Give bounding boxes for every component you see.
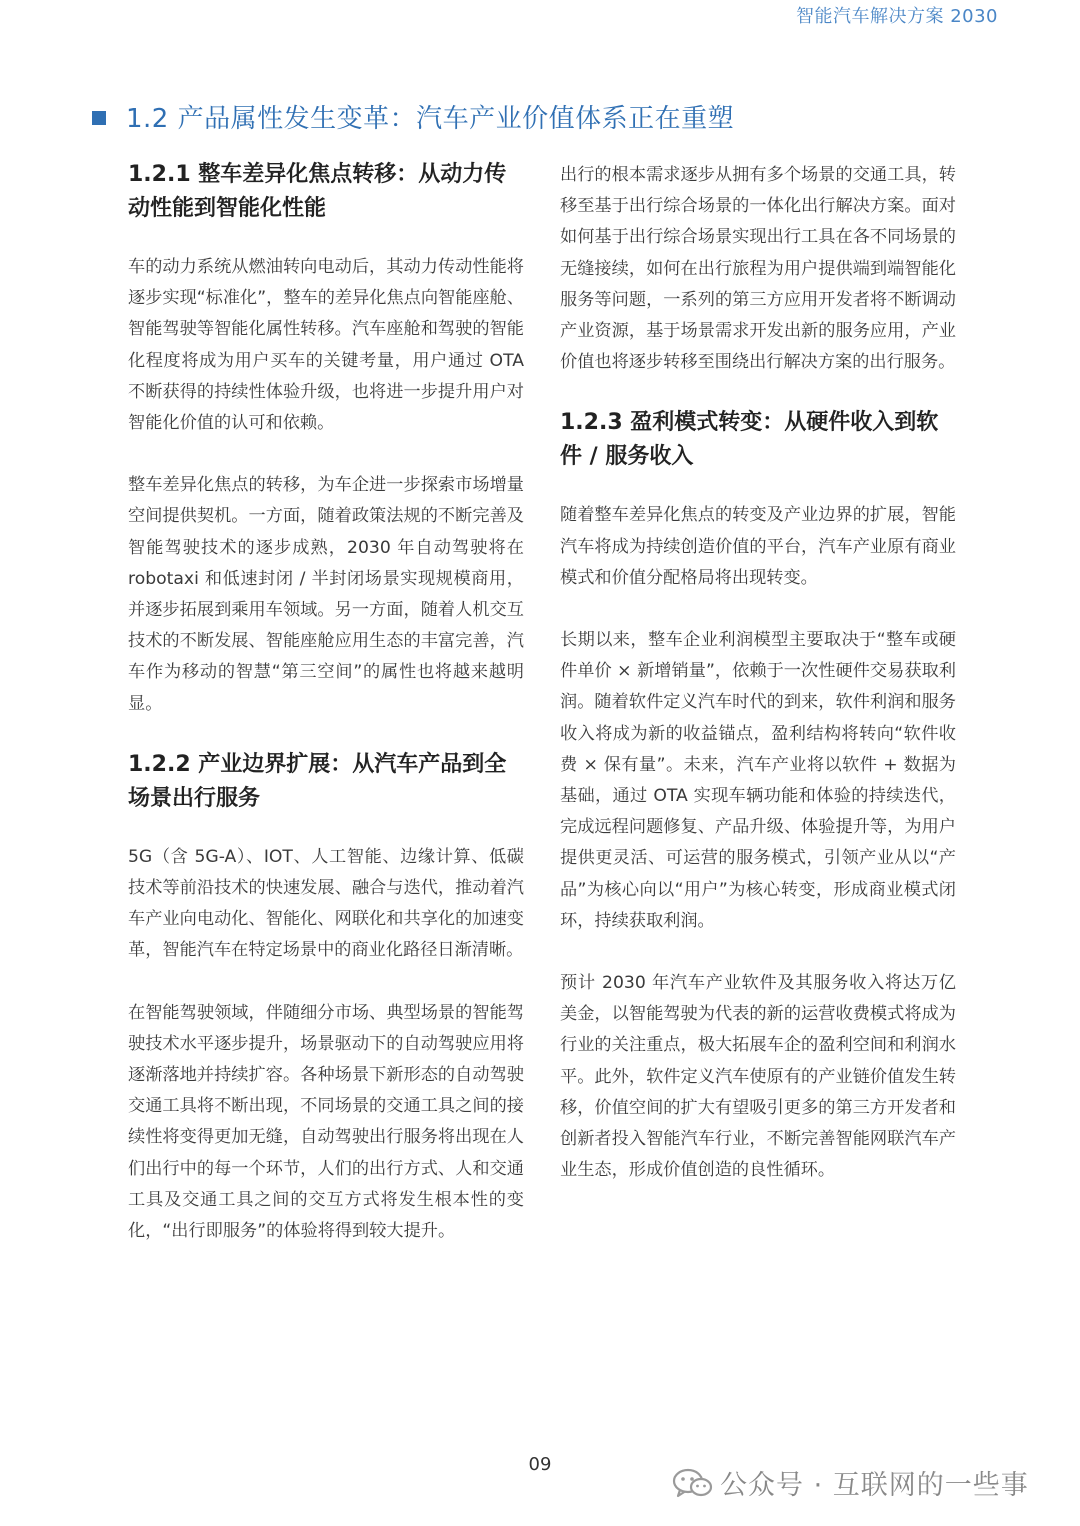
watermark <box>672 1463 1029 1502</box>
paragraph-1-2-2-b: 在智能驾驶领域，伴随细分市场、典型场景的智能驾驶技术水平逐步提升，场景驱动下的自动驾驶应用将逐渐落地并持续扩容。各种场景下新形态的自动驾驶交通工具将不断出现，不同场景的交通工具之间的接续性将变得更加无缝，自动驾驶出行服务将出现在人们出行中的每一个环节，人们的出行方式、人和交通工具及交通工具之间的交互方式将发生根本性的变化，“出行即服务”的体验将得到较大提升。 <box>128 1002 524 1242</box>
wechat-icon <box>672 1467 714 1499</box>
document-header-title: 智能汽车解决方案 2030 <box>795 6 998 27</box>
page-number: 09 <box>528 1454 552 1475</box>
subsection-heading-1-2-2: 1.2.2 产业边界扩展：从汽车产品到全场景出行服务 <box>128 751 507 811</box>
paragraph-1-2-1-b: 整车差异化焦点的转移，为车企进一步探索市场增量空间提供契机。一方面，随着政策法规的不断完善及智能驾驶技术的逐步成熟，2030 年自动驾驶将在 robotaxi 和低速封闭 / 半封闭场景实现规模商用，并逐步拓展到乘用车领域。另一方面，随着人机交互技术的不断发展、智能座舱应用生态的丰富完善，汽车作为移动的智慧“第三空间”的属性也将越来越明显。 <box>128 475 524 714</box>
section-title: 1.2 产品属性发生变革：汽车产业价值体系正在重塑 <box>126 104 735 134</box>
square-bullet-icon <box>92 111 106 125</box>
paragraph-1-2-1-a: 车的动力系统从燃油转向电动后，其动力传动性能将逐步实现“标准化”，整车的差异化焦点向智能座舱、智能驾驶等智能化属性转移。汽车座舱和驾驶的智能化程度将成为用户买车的关键考量，用户通过 OTA 不断获得的持续性体验升级，也将进一步提升用户对智能化价值的认可和依赖。 <box>128 257 524 434</box>
paragraph-1-2-2-a: 5G（含 5G-A）、IOT、人工智能、边缘计算、低碳技术等前沿技术的快速发展、融合与迭代，推动着汽车产业向电动化、智能化、网联化和共享化的加速变革，智能汽车在特定场景中的商业化路径日渐清晰。 <box>128 846 524 961</box>
paragraph-1-2-3-b: 长期以来，整车企业利润模型主要取决于“整车或硬件单价 × 新增销量”，依赖于一次性硬件交易获取利润。随着软件定义汽车时代的到来，软件利润和服务收入将成为新的收益锚点，盈利结构将转向“软件收费 × 保有量”。未来，汽车产业将以软件 + 数据为基础，通过 OTA 实现车辆功能和体验的持续迭代，完成远程问题修复、产品升级、体验提升等，为用户提供更灵活、可运营的服务模式，引领产业从以“产品”为核心向以“用户”为核心转变，形成商业模式闭环，持续获取利润。 <box>560 630 956 931</box>
paragraph-1-2-3-a: 随着整车差异化焦点的转变及产业边界的扩展，智能汽车将成为持续创造价值的平台，汽车产业原有商业模式和价值分配格局将出现转变。 <box>560 505 956 588</box>
section-heading <box>92 98 734 135</box>
left-column <box>128 158 524 1247</box>
subsection-heading-1-2-3: 1.2.3 盈利模式转变：从硬件收入到软件 / 服务收入 <box>560 410 939 470</box>
subsection-heading-1-2-1: 1.2.1 整车差异化焦点转移：从动力传动性能到智能化性能 <box>128 162 507 221</box>
right-column <box>560 160 956 1186</box>
paragraph-1-2-3-c: 预计 2030 年汽车产业软件及其服务收入将达万亿美金，以智能驾驶为代表的新的运营收费模式将成为行业的关注重点，极大拓展车企的盈利空间和利润水平。此外，软件定义汽车使原有的产业链价值发生转移，价值空间的扩大有望吸引更多的第三方开发者和创新者投入智能汽车行业，不断完善智能网联汽车产业生态，形成价值创造的良性循环。 <box>560 973 956 1181</box>
paragraph-1-2-2-c: 出行的根本需求逐步从拥有多个场景的交通工具，转移至基于出行综合场景的一体化出行解决方案。面对如何基于出行综合场景实现出行工具在各不同场景的无缝接续，如何在出行旅程为用户提供端到端智能化服务等问题，一系列的第三方应用开发者将不断调动产业资源，基于场景需求开发出新的服务应用，产业价值也将逐步转移至围绕出行解决方案的出行服务。 <box>560 165 956 373</box>
watermark-text: 公众号 · 互联网的一些事 <box>720 1470 1029 1501</box>
